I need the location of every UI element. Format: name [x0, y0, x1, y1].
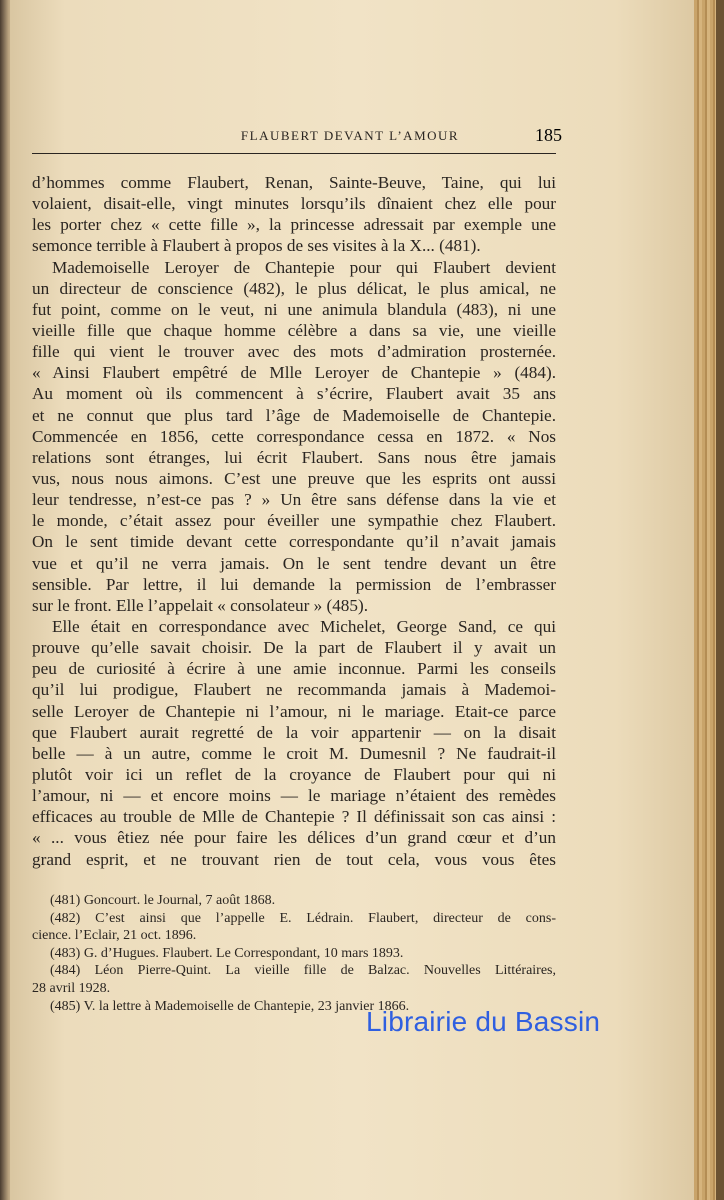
body-line: selle Leroyer de Chantepie ni l’amour, ni le mariage. Etait-ce parce — [32, 701, 556, 721]
footnote-line: (481) Goncourt. le Journal, 7 août 1868. — [50, 893, 276, 908]
body-line: les porter chez « cette fille », la princesse adressait par exemple une — [32, 215, 556, 235]
footnote-line: cience. l’Eclair, 21 oct. 1896. — [32, 928, 197, 944]
body-line: Commencée en 1856, cette correspondance cessa en 1872. « Nos — [32, 426, 556, 446]
body-line: fille qui vient le trouver avec des mots d’admiration prosternée. — [32, 342, 556, 362]
body-line: « Ainsi Flaubert empêtré de Mlle Leroyer de Chantepie » (484). — [32, 363, 556, 383]
header-rule — [32, 153, 556, 154]
footnote-line: (485) V. la lettre à Mademoiselle de Chantepie, 23 janvier 1866. — [50, 998, 410, 1014]
body-line: On le sent timide devant cette correspondante qu’il n’avait jamais — [32, 532, 556, 552]
footnote-line: (483) G. d’Hugues. Flaubert. Le Correspondant, 10 mars 1893. — [50, 945, 404, 961]
body-line: sur le front. Elle l’appelait « consolateur » (485). — [32, 595, 369, 615]
footnotes — [32, 892, 556, 1015]
body-line: plutôt voir ici un reflet de la croyance de Flaubert pour qui ni — [32, 764, 556, 784]
running-head: FLAUBERT DEVANT L’AMOUR — [240, 128, 460, 143]
body-text — [32, 172, 556, 870]
body-line: Mademoiselle Leroyer de Chantepie pour qui Flaubert devient — [52, 257, 556, 277]
body-line: belle — à un autre, comme le croit M. Dumesnil ? Ne faudrait-il — [32, 743, 556, 763]
footnote-line: (482) C’est ainsi que l’appelle E. Lédrain. Flaubert, directeur de cons- — [50, 910, 556, 926]
page-number: 185 — [535, 125, 562, 145]
body-line: que Flaubert aurait regretté de la voir appartenir — on la disait — [32, 722, 556, 742]
body-line: peu de curiosité à écrire à une amie inconnue. Parmi les conseils — [32, 659, 556, 679]
body-line: volaient, disait-elle, vingt minutes lorsqu’ils dînaient chez elle pour — [32, 194, 556, 214]
body-line: prouve qu’elle savait choisir. De la part de Flaubert il y avait un — [32, 638, 556, 658]
body-line: l’amour, ni — et encore moins — le mariage n’étaient des remèdes — [32, 786, 556, 806]
body-line: un directeur de conscience (482), le plus délicat, le plus amical, ne — [32, 278, 556, 298]
body-line: Elle était en correspondance avec Michelet, George Sand, ce qui — [52, 616, 556, 636]
body-line: efficaces au trouble de Mlle de Chantepie ? Il définissait son cas ainsi : — [32, 807, 556, 827]
body-line: leur tendresse, n’est-ce pas ? » Un être sans défense dans la vie et — [32, 490, 556, 510]
body-line: vus, nous nous aimons. C’est une preuve que les esprits ont aussi — [32, 468, 556, 488]
body-line: grand esprit, et ne trouvant rien de tout cela, vous vous êtes — [32, 849, 556, 869]
body-line: Au moment où ils commencent à s’écrire, Flaubert avait 35 ans — [32, 384, 556, 404]
body-line: « ... vous êtiez née pour faire les délices d’un grand cœur et d’un — [32, 828, 556, 848]
footnote-line: (484) Léon Pierre-Quint. La vieille fille de Balzac. Nouvelles Littéraires, — [50, 963, 556, 979]
watermark: Librairie du Bassin — [366, 1006, 601, 1037]
body-line: vue et qu’il ne verra jamais. On le sent tendre devant un être — [32, 553, 556, 573]
body-line: fut point, comme on le veut, ni une animula blandula (483), ni une — [32, 299, 556, 319]
footnote-line: 28 avril 1928. — [32, 980, 111, 996]
body-line: d’hommes comme Flaubert, Renan, Sainte-Beuve, Taine, qui lui — [32, 173, 556, 192]
body-line: sensible. Par lettre, il lui demande la permission de l’embrasser — [32, 574, 556, 594]
body-line: le monde, c’était assez pour éveiller une sympathie chez Flaubert. — [32, 511, 556, 531]
body-line: vieille fille que chaque homme célèbre a dans sa vie, une vieille — [32, 320, 556, 340]
body-line: qu’il lui prodigue, Flaubert ne recommanda jamais à Mademoi- — [32, 680, 556, 700]
body-line: et ne connut que plus tard l’âge de Mademoiselle de Chantepie. — [32, 405, 556, 425]
book-cover-edge — [716, 0, 724, 1200]
body-line: semonce terrible à Flaubert à propos de ses visites à la X... (481). — [32, 236, 481, 256]
body-line: relations sont étranges, lui écrit Flaubert. Sans nous être jamais — [32, 447, 556, 467]
